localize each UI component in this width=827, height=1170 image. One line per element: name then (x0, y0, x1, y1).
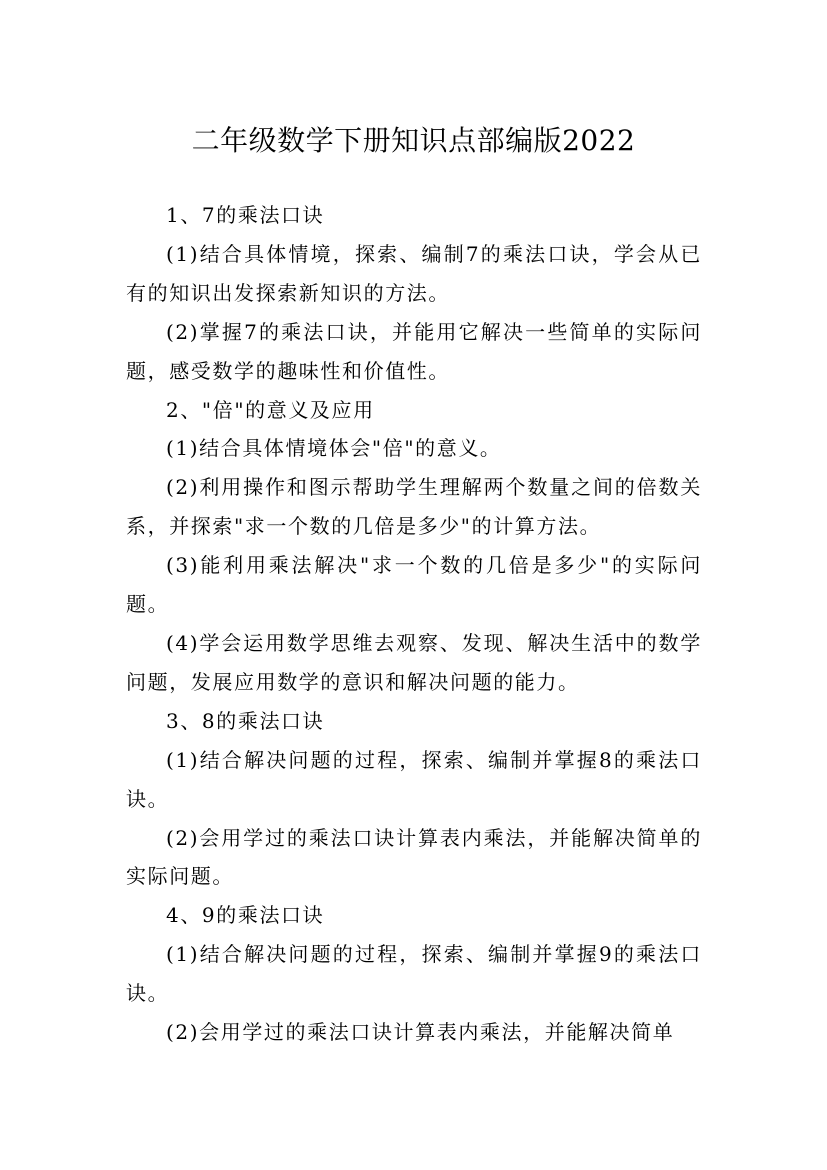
document-title: 二年级数学下册知识点部编版2022 (191, 123, 636, 157)
section-heading-2: 2、"倍"的意义及应用 (166, 397, 375, 422)
document-body (126, 196, 702, 1052)
section-heading-3: 3、8的乘法口诀 (166, 708, 325, 733)
paragraph: (1)结合解决问题的过程，探索、编制并掌握9的乘法口诀。 (126, 942, 702, 1006)
section-heading-1: 1、7的乘法口诀 (166, 203, 325, 227)
paragraph: (2)会用学过的乘法口诀计算表内乘法，并能解决简单的实际问题。 (126, 825, 702, 889)
paragraph: (2)掌握7的乘法口诀，并能用它解决一些简单的实际问题，感受数学的趣味性和价值性。 (126, 319, 702, 383)
paragraph: (1)结合解决问题的过程，探索、编制并掌握8的乘法口诀。 (126, 747, 702, 811)
paragraph: (2)利用操作和图示帮助学生理解两个数量之间的倍数关系，并探索"求一个数的几倍是多少"的计算方法。 (126, 475, 702, 539)
paragraph: (1)结合具体情境体会"倍"的意义。 (166, 436, 502, 461)
paragraph: (4)学会运用数学思维去观察、发现、解决生活中的数学问题，发展应用数学的意识和解决问题的能力。 (126, 630, 702, 694)
paragraph: (1)结合具体情境，探索、编制7的乘法口诀，学会从已有的知识出发探索新知识的方法。 (126, 241, 702, 305)
section-heading-4: 4、9的乘法口诀 (166, 903, 325, 928)
paragraph: (3)能利用乘法解决"求一个数的几倍是多少"的实际问题。 (126, 553, 702, 617)
paragraph: (2)会用学过的乘法口诀计算表内乘法，并能解决简单 (166, 1020, 675, 1045)
